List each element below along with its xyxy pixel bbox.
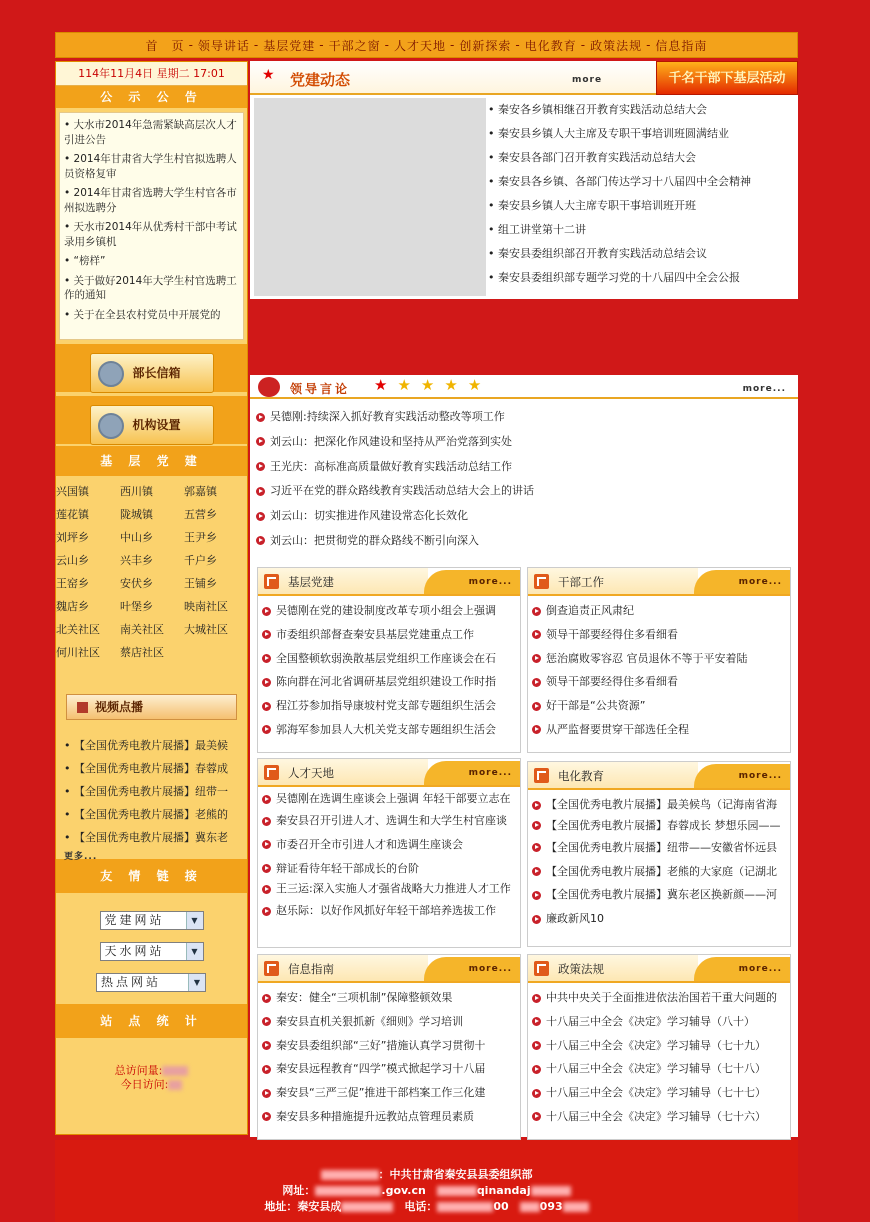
video-list [56, 726, 247, 862]
box-item[interactable]: 十八届三中全会《决定》学习辅导（七十七） [532, 1081, 786, 1105]
video-more-link[interactable]: 更多... [64, 852, 98, 862]
arrow-icon [262, 864, 271, 873]
site-stats [56, 1038, 247, 1092]
party-dynamics-more[interactable]: more [572, 75, 603, 85]
minister-mailbox-band [56, 344, 247, 392]
box-list [258, 983, 520, 1129]
section-icon [264, 765, 279, 780]
news-item[interactable]: • 秦安县委组织部召开教育实践活动总结会议 [488, 247, 707, 260]
footer-address: 地址：秦安县成 电话： 00 093 [55, 1199, 798, 1215]
video-item[interactable]: • 【全国优秀电教片展播】春蓉成 [64, 762, 228, 775]
news-item[interactable]: • 秦安各乡镇相继召开教育实践活动总结大会 [488, 103, 707, 116]
town-link[interactable]: 陇城镇 [120, 508, 153, 521]
star-icon: ★ [420, 376, 435, 394]
town-link[interactable]: 北关社区 [56, 623, 100, 636]
nav-separator: - [384, 38, 390, 52]
box-item[interactable]: 【全国优秀电教片展播】冀东老区换新颜——河 [532, 883, 786, 907]
redacted-text [531, 1186, 571, 1196]
arrow-icon [532, 821, 541, 830]
minister-mailbox-button[interactable] [90, 353, 214, 393]
arrow-icon [532, 1089, 541, 1098]
redacted-text [520, 1202, 540, 1212]
arrow-icon [532, 1065, 541, 1074]
town-link[interactable]: 刘坪乡 [56, 531, 89, 544]
stats-title: 站 点 统 计 [56, 1004, 247, 1038]
news-item[interactable]: • 秦安县各乡镇、各部门传达学习十八届四中全会精神 [488, 175, 751, 188]
box-item[interactable]: 秦安县委组织部“三好”措施认真学习贯彻十 [262, 1034, 516, 1058]
notice-item[interactable]: • 关于做好2014年大学生村官选聘工作的通知 [64, 274, 237, 301]
town-link[interactable]: 叶堡乡 [120, 600, 153, 613]
arrow-icon [262, 795, 271, 804]
town-link[interactable]: 莲花镇 [56, 508, 89, 521]
party-dynamics-header [250, 61, 798, 95]
town-link[interactable]: 郭嘉镇 [184, 485, 217, 498]
video-icon [77, 702, 88, 713]
redacted-text [437, 1202, 493, 1212]
notice-item[interactable]: • “榜样” [64, 255, 106, 267]
town-link[interactable]: 魏店乡 [56, 600, 89, 613]
box-list [528, 983, 790, 1129]
arrow-icon [256, 536, 265, 545]
box-item[interactable]: 郭海军参加县人大机关党支部专题组织生活会 [262, 718, 516, 742]
arrow-icon [262, 885, 271, 894]
box-item[interactable]: 中共中央关于全面推进依法治国若干重大问题的 [532, 986, 786, 1010]
notice-item[interactable]: • 大水市2014年急需紧缺高层次人才引进公告 [64, 119, 237, 146]
info-guide-box [257, 954, 521, 1140]
arrow-icon [532, 1017, 541, 1026]
notice-item[interactable]: • 关于在全县农村党员中开展党的 [64, 308, 221, 321]
notice-list [59, 112, 244, 340]
tianshui-sites-select[interactable] [100, 942, 204, 961]
box-item[interactable]: 领导干部要经得住多看细看 [532, 623, 786, 647]
org-setup-band [56, 396, 247, 444]
e-education-box [527, 761, 791, 947]
remark-item[interactable]: 王光庆：高标准高质量做好教育实践活动总结工作 [256, 455, 792, 480]
box-title: 政策法规 [558, 962, 604, 976]
box-item[interactable]: 廉政新风10 [532, 907, 786, 931]
footer [55, 1140, 798, 1222]
redacted-text [321, 1170, 379, 1180]
box-list [258, 596, 520, 742]
nav-separator: - [450, 38, 456, 52]
arrow-icon [262, 607, 271, 616]
box-item[interactable]: 秦安县“三严三促”推进干部档案工作三化建 [262, 1081, 516, 1105]
box-item[interactable]: 吴德刚在党的建设制度改革专项小组会上强调 [262, 599, 516, 623]
box-item[interactable]: 市委召开全市引进人才和选调生座谈会 [262, 833, 516, 857]
town-link[interactable]: 千户乡 [184, 554, 217, 567]
arrow-icon [262, 702, 271, 711]
nav-separator: - [253, 38, 260, 52]
user-icon [98, 413, 124, 439]
box-item[interactable]: 秦安县远程教育“四学”模式掀起学习十八届 [262, 1057, 516, 1081]
box-header [528, 568, 790, 596]
box-header [528, 762, 790, 790]
box-item[interactable]: 从严监督要贯穿干部选任全程 [532, 718, 786, 742]
town-link[interactable]: 五营乡 [184, 508, 217, 521]
redacted-text [315, 1186, 381, 1196]
remark-item[interactable]: 习近平在党的群众路线教育实践活动总结大会上的讲话 [256, 479, 792, 504]
notice-item[interactable]: • 天水市2014年从优秀村干部中考试录用乡镇机 [64, 221, 237, 248]
town-link[interactable]: 映南社区 [184, 600, 228, 613]
leader-remarks-title: 领导言论 [290, 382, 351, 396]
video-item[interactable]: • 【全国优秀电教片展播】最美候 [64, 739, 228, 752]
arrow-icon [532, 994, 541, 1003]
arrow-icon [532, 891, 541, 900]
arrow-icon [532, 725, 541, 734]
box-item[interactable]: 秦安县召开引进人才、选调生和大学生村官座谈 [262, 809, 516, 833]
box-item[interactable]: 【全国优秀电教片展播】老熊的大家庭（记湖北 [532, 860, 786, 884]
leader-remarks-more[interactable]: more... [742, 384, 786, 394]
current-date: 114年11月4日 星期二 17:01 [56, 62, 247, 86]
box-item[interactable]: 秦安：健全“三项机制”保障整顿效果 [262, 986, 516, 1010]
box-item[interactable]: 秦安县直机关狠抓新《细则》学习培训 [262, 1010, 516, 1034]
policy-box [527, 954, 791, 1140]
nav-talent[interactable]: 人才天地 [393, 38, 446, 53]
total-visits-value [162, 1066, 188, 1076]
cadre-campaign-banner[interactable]: 千名干部下基层活动 [656, 61, 798, 95]
box-more-link[interactable]: more... [738, 577, 782, 587]
nav-info-guide[interactable]: 信息指南 [655, 38, 708, 53]
box-more-link[interactable]: more... [738, 964, 782, 974]
town-link[interactable]: 兴丰乡 [120, 554, 153, 567]
box-item[interactable]: 领导干部要经得住多看细看 [532, 670, 786, 694]
town-link[interactable]: 西川镇 [120, 485, 153, 498]
box-item[interactable]: 秦安县多种措施提升远教站点管理员素质 [262, 1105, 516, 1129]
box-item[interactable]: 倒查追责正风肃纪 [532, 599, 786, 623]
party-dynamics-title: 党建动态 [290, 71, 351, 89]
box-item[interactable]: 全国整顿软弱涣散基层党组织工作座谈会在石 [262, 647, 516, 671]
arrow-icon [532, 630, 541, 639]
town-link[interactable]: 云山乡 [56, 554, 89, 567]
box-title: 人才天地 [288, 766, 334, 780]
town-link[interactable]: 安伏乡 [120, 577, 153, 590]
arrow-icon [256, 462, 265, 471]
box-item[interactable]: 【全国优秀电教片展播】最美候鸟（记海南省海 [532, 793, 786, 817]
box-header [258, 759, 520, 787]
box-title: 电化教育 [558, 769, 604, 783]
box-item[interactable]: 十八届三中全会《决定》学习辅导（七十八） [532, 1057, 786, 1081]
box-item[interactable]: 辩证看待年轻干部成长的台阶 [262, 857, 516, 881]
arrow-icon [262, 1089, 271, 1098]
minister-mailbox-label: 部长信箱 [132, 366, 181, 380]
redacted-text [437, 1186, 477, 1196]
footer-email[interactable]: qinandaj [476, 1184, 531, 1197]
redacted-text [341, 1202, 393, 1212]
arrow-icon [532, 915, 541, 924]
box-item[interactable]: 赵乐际：以好作风抓好年轻干部培养选拔工作 [262, 899, 516, 923]
arrow-icon [256, 512, 265, 521]
town-link[interactable]: 南关社区 [120, 623, 164, 636]
today-visits-value [168, 1080, 182, 1090]
box-header [528, 955, 790, 983]
section-icon [264, 574, 279, 589]
hot-sites-select[interactable] [96, 973, 206, 992]
box-item[interactable]: 王三运:深入实施人才强省战略大力推进人才工作 [262, 880, 516, 899]
nav-separator: - [319, 38, 325, 52]
section-icon [534, 961, 549, 976]
arrow-icon [262, 994, 271, 1003]
arrow-icon [532, 1041, 541, 1050]
box-item[interactable]: 【全国优秀电教片展播】纽带——安徽省怀远县 [532, 836, 786, 860]
box-more-link[interactable]: more... [468, 768, 512, 778]
box-item[interactable]: 程江芬参加指导康坡村党支部专题组织生活会 [262, 694, 516, 718]
left-sidebar [55, 61, 248, 1135]
select-value: 天水网站 [104, 944, 165, 958]
nav-policy[interactable]: 政策法规 [590, 38, 643, 53]
party-dynamics-list [488, 98, 796, 290]
today-visits-label: 今日访问: [120, 1078, 169, 1091]
arrow-icon [256, 413, 265, 422]
box-header [258, 955, 520, 983]
box-title: 基层党建 [288, 575, 334, 589]
arrow-icon [532, 654, 541, 663]
org-setup-button[interactable] [90, 405, 214, 445]
star-icon: ★ [444, 376, 458, 394]
notice-title: 公 示 公 告 [56, 86, 247, 108]
arrow-icon [262, 817, 271, 826]
redacted-text [563, 1202, 589, 1212]
arrow-icon [262, 907, 271, 916]
party-dynamics-panel [250, 61, 798, 299]
arrow-icon [262, 630, 271, 639]
arrow-icon [262, 725, 271, 734]
arrow-icon [262, 654, 271, 663]
box-item[interactable]: 十八届三中全会《决定》学习辅导（七十六） [532, 1105, 786, 1129]
arrow-icon [532, 843, 541, 852]
town-link[interactable]: 蔡店社区 [120, 646, 164, 659]
select-value: 党建网站 [104, 913, 165, 927]
town-link[interactable]: 兴国镇 [56, 485, 89, 498]
box-item[interactable]: 惩治腐败零容忍 官员退休不等于平安着陆 [532, 647, 786, 671]
chevron-down-icon: ▼ [186, 943, 203, 960]
nav-home[interactable]: 首 页 [145, 38, 185, 53]
news-item[interactable]: • 秦安县乡镇人大主席专职干事培训班开班 [488, 199, 696, 212]
box-list [528, 596, 790, 742]
video-item[interactable]: • 【全国优秀电教片展播】老熊的 [64, 808, 228, 821]
video-item[interactable]: • 【全国优秀电教片展播】冀东老 [64, 831, 228, 844]
remark-item[interactable]: 吴德刚:持续深入抓好教育实践活动整改等项工作 [256, 405, 792, 430]
town-link[interactable]: 大城社区 [184, 623, 228, 636]
nav-separator: - [580, 38, 587, 52]
box-header [258, 568, 520, 596]
remark-item[interactable]: 刘云山：切实推进作风建设常态化长效化 [256, 504, 792, 529]
town-link[interactable]: 王铺乡 [184, 577, 217, 590]
arrow-icon [532, 801, 541, 810]
nav-grassroots[interactable]: 基层党建 [263, 38, 316, 53]
arrow-icon [262, 840, 271, 849]
nav-leader-speech[interactable]: 领导讲话 [197, 38, 250, 53]
chevron-down-icon: ▼ [186, 912, 203, 929]
star-icon: ★ [374, 376, 388, 394]
total-visits-label: 总访问量: [114, 1064, 163, 1077]
arrow-icon [256, 487, 265, 496]
town-list [56, 476, 247, 664]
nav-separator: - [646, 38, 652, 52]
chevron-down-icon: ▼ [188, 974, 205, 991]
town-link[interactable]: 何川社区 [56, 646, 100, 659]
remark-item[interactable]: 刘云山：把深化作风建设和坚持从严治党落到实处 [256, 430, 792, 455]
grassroots-title: 基 层 党 建 [56, 446, 247, 476]
section-icon [534, 574, 549, 589]
leader-remarks-panel [250, 375, 798, 565]
box-more-link[interactable]: more... [468, 964, 512, 974]
grassroots-box [257, 567, 521, 753]
box-more-link[interactable]: more... [468, 577, 512, 587]
main-content [250, 61, 798, 1135]
star-icon: ★ [262, 67, 275, 83]
top-navigation [55, 32, 798, 58]
box-item[interactable]: 吴德刚在选调生座谈会上强调 年轻干部要立志在 [262, 790, 516, 809]
nav-separator: - [188, 38, 194, 52]
footer-host: ：中共甘肃省秦安县县委组织部 [55, 1167, 798, 1183]
arrow-icon [262, 1112, 271, 1121]
section-icon [264, 961, 279, 976]
footer-web: 网址： .gov.cn qinandaj [55, 1183, 798, 1199]
box-item[interactable]: 好干部是“公共资源” [532, 694, 786, 718]
news-item[interactable]: • 组工讲堂第十二讲 [488, 223, 586, 236]
nav-innovation[interactable]: 创新探索 [459, 38, 512, 53]
arrow-icon [532, 702, 541, 711]
box-title: 信息指南 [288, 962, 334, 976]
box-list [528, 790, 790, 931]
globe-icon [258, 377, 280, 397]
user-icon [98, 361, 124, 387]
talent-box [257, 758, 521, 948]
notice-item[interactable]: • 2014年甘肃省大学生村官拟选聘人员资格复审 [64, 153, 237, 180]
arrow-icon [532, 1112, 541, 1121]
arrow-icon [262, 1065, 271, 1074]
leader-remarks-list [256, 405, 792, 554]
box-item[interactable]: 陈向群在河北省调研基层党组织建设工作时指 [262, 670, 516, 694]
town-link[interactable]: 王尹乡 [184, 531, 217, 544]
nav-separator: - [515, 38, 521, 52]
links-title: 友 情 链 接 [56, 859, 247, 893]
remark-item[interactable]: 刘云山：把贯彻党的群众路线不断引向深入 [256, 529, 792, 554]
arrow-icon [532, 867, 541, 876]
arrow-icon [532, 607, 541, 616]
notice-item[interactable]: • 2014年甘肃省选聘大学生村官各市州拟选聘分 [64, 187, 237, 214]
video-on-demand-button[interactable] [66, 694, 237, 720]
news-item[interactable]: • 秦安县委组织部专题学习党的十八届四中全会公报 [488, 271, 740, 284]
party-sites-select[interactable] [100, 911, 204, 930]
arrow-icon [256, 437, 265, 446]
box-title: 干部工作 [558, 575, 604, 589]
box-item[interactable]: 十八届三中全会《决定》学习辅导（七十九） [532, 1034, 786, 1058]
town-link[interactable]: 王窑乡 [56, 577, 89, 590]
org-setup-label: 机构设置 [132, 418, 181, 432]
town-link[interactable]: 中山乡 [120, 531, 153, 544]
cadre-work-box [527, 567, 791, 753]
arrow-icon [262, 1017, 271, 1026]
nav-cadre-window[interactable]: 干部之窗 [328, 38, 381, 53]
box-item[interactable]: 十八届三中全会《决定》学习辅导（八十） [532, 1010, 786, 1034]
box-item[interactable]: 市委组织部督查秦安县基层党建重点工作 [262, 623, 516, 647]
leader-remarks-header [250, 375, 798, 399]
arrow-icon [262, 678, 271, 687]
star-icons [374, 376, 491, 394]
nav-e-education[interactable]: 电化教育 [524, 38, 577, 53]
video-title: 视频点播 [95, 700, 144, 714]
video-item[interactable]: • 【全国优秀电教片展播】纽带一 [64, 785, 228, 798]
section-icon [534, 768, 549, 783]
arrow-icon [262, 1041, 271, 1050]
box-item[interactable]: 【全国优秀电教片展播】春蓉成长 梦想乐园—— [532, 817, 786, 836]
select-value: 热点网站 [101, 975, 162, 989]
star-icon: ★ [397, 376, 411, 394]
box-list [258, 787, 520, 923]
box-more-link[interactable]: more... [738, 771, 782, 781]
arrow-icon [532, 678, 541, 687]
links-selects [56, 893, 247, 992]
news-image-placeholder[interactable] [254, 98, 486, 296]
news-item[interactable]: • 秦安县各部门召开教育实践活动总结大会 [488, 151, 696, 164]
star-icon: ★ [467, 376, 482, 394]
news-item[interactable]: • 秦安县乡镇人大主席及专职干事培训班圆满结业 [488, 127, 729, 140]
